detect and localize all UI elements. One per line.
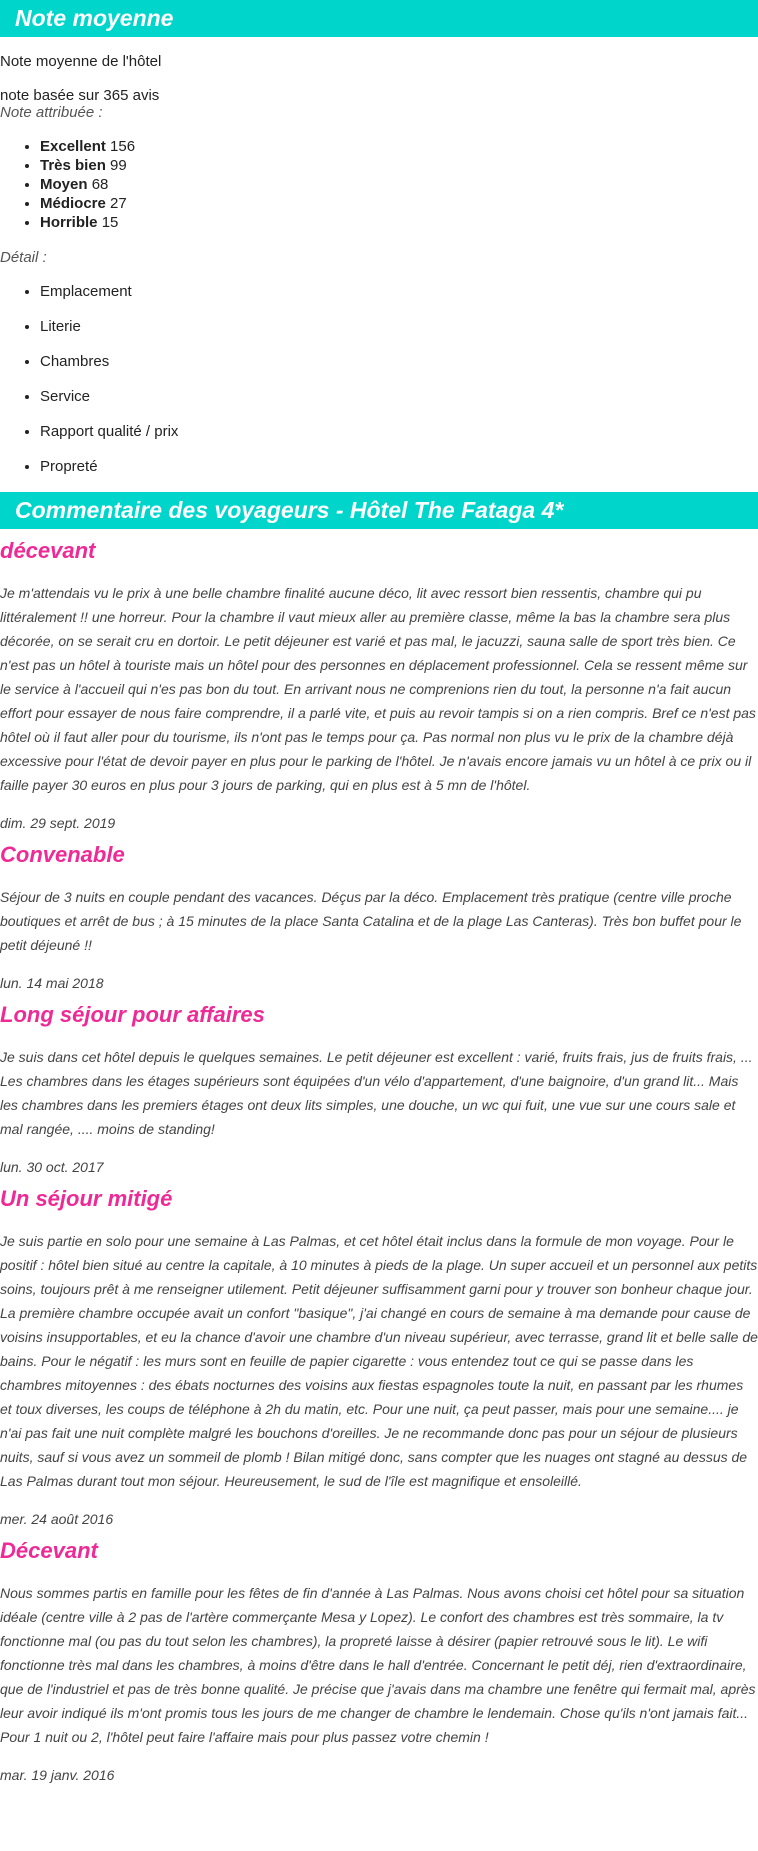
review-text: Je suis dans cet hôtel depuis le quelques semaines. Le petit déjeuner est excellent : varié, fruits frais, jus de fruits frais, ... Les chambres dans les étages supérieurs sont équipées d'un vélo d'appartement, d'une baignoire, d'un grand lit... Mais les chambres dans les premiers étages ont deux lits simples, une douche, un wc qui fuit, une vue sur une cours sale et mal rangée, .... moins de standing! — [0, 1049, 753, 1137]
review — [0, 1001, 758, 1177]
review-title: Un séjour mitigé — [0, 1186, 173, 1211]
rating-item — [40, 213, 758, 232]
rating-label: Horrible — [40, 214, 98, 231]
rating-label: Médiocre — [40, 195, 106, 212]
rating-count: 99 — [110, 157, 127, 174]
review-title: Décevant — [0, 1538, 98, 1563]
rating-count: 68 — [91, 176, 109, 193]
review-text: Je suis partie en solo pour une semaine à Las Palmas, et cet hôtel était inclus dans la formule de mon voyage. Pour le positif : hôtel bien situé au centre la capitale, à 10 minutes à pieds de la plage. Un super accueil et un personnel aux petits soins, toujours prêt à me renseigner utilement. Petit déjeuner suffisamment garni pour y trouver son bonheur chaque jour. La première chambre occupée avait un confort "basique", j'ai changé en cours de semaine à ma demande pour cause de voisins insupportables, et eu la chance d'avoir une chambre d'un niveau supérieur, avec terrasse, grand lit et belle salle de bains. Pour le négatif : les murs sont en feuille de papier cigarette : vous entendez tout ce qui se passe dans les chambres mitoyennes : des ébats nocturnes des voisins aux fiestas espagnoles toute la nuit, en passant par les rhumes et toux diverses, les coups de téléphone à 2h du matin, etc. Pour une nuit, ça peut passer, mais pour une semaine.... je n'ai pas fait une nuit complète malgré les bouchons d'oreilles. Je ne recommande donc pas pour un séjour de plusieurs nuits, sauf si vous avez un sommeil de plomb ! Bilan mitigé donc, sans compter que les nuages ont stagné au dessus de Las Palmas durant tout mon séjour. Heureusement, le sud de l'île est magnifique et ensoleillé. — [0, 1233, 758, 1489]
rating-item — [40, 137, 758, 156]
rating-item — [40, 156, 758, 175]
review-date: lun. 30 oct. 2017 — [0, 1159, 104, 1175]
review — [0, 537, 758, 833]
detail-label: Détail : — [0, 249, 47, 266]
detail-item: • Rapport qualité / prix — [40, 422, 758, 441]
review-date: lun. 14 mai 2018 — [0, 975, 104, 991]
rating-count: 27 — [110, 195, 127, 212]
review — [0, 841, 758, 993]
detail-item: • Propreté — [40, 457, 758, 476]
detail-item: • Emplacement — [40, 282, 758, 301]
comments-section-title: Commentaire des voyageurs - Hôtel The Fataga 4* — [0, 492, 758, 529]
rating-count: 15 — [101, 214, 119, 231]
review-date: mer. 24 août 2016 — [0, 1511, 114, 1527]
review-date: mar. 19 janv. 2016 — [0, 1767, 115, 1783]
review-count: note basée sur 365 avis — [0, 87, 160, 104]
detail-item: • Chambres — [40, 352, 758, 371]
review-title: décevant — [0, 538, 96, 563]
rating-label: Excellent — [40, 138, 106, 155]
rating-count: 156 — [110, 138, 136, 155]
rating-label: Moyen — [40, 176, 88, 193]
rating-distribution-list — [0, 137, 758, 232]
average-rating-label: Note moyenne de l'hôtel — [0, 53, 162, 70]
review-text: Séjour de 3 nuits en couple pendant des vacances. Déçus par la déco. Emplacement très pratique (centre ville proche boutiques et arrêt de bus ; à 15 minutes de la place Santa Catalina et de la plage Las Canteras). Très bon buffet pour le petit déjeuné !! — [0, 889, 742, 953]
review-title: Long séjour pour affaires — [0, 1002, 265, 1027]
rating-section-title: Note moyenne — [0, 0, 758, 37]
review-text: Je m'attendais vu le prix à une belle chambre finalité aucune déco, lit avec ressort bien ressentis, chambre qui pu littéralement !! une horreur. Pour la chambre il vaut mieux aller au première classe, même la bas la chambre sera plus décorée, on se serait cru en dortoir. Le petit déjeuner est varié et pas mal, le jacuzzi, sauna salle de sport très bien. Ce n'est pas un hôtel à touriste mais un hôtel pour des personnes en déplacement professionnel. Cela se ressent même sur le service à l'accueil qui n'es pas bon du tout. En arrivant nous ne comprenions rien du tout, la personne n'a fait aucun effort pour essayer de nous faire comprendre, il a parlé vite, et puis au revoir tampis si on a rien compris. Bref ce n'est pas hôtel où il faut aller pour du tourisme, ils n'ont pas le temps pour ça. Pas normal non plus vu le prix de la chambre déjà excessive pour l'état de devoir payer en plus pour le parking de l'hôtel. Je n'avais encore jamais vu un hôtel à ce prix ou il faille payer 30 euros en plus pour 3 jours de parking, qui en plus est à 5 mn de l'hôtel. — [0, 585, 756, 793]
review-text: Nous sommes partis en famille pour les fêtes de fin d'année à Las Palmas. Nous avons choisi cet hôtel pour sa situation idéale (centre ville à 2 pas de l'artère commerçante Mesa y Lopez). Le confort des chambres est très sommaire, la tv fonctionne mal (ou pas du tout selon les chambres), la propreté laisse à désirer (papier retrouvé sous le lit). Le wifi fonctionne très mal dans les chambres, à moins d'être dans le hall d'entrée. Concernant le petit déj, rien d'extraordinaire, que de l'industriel et pas de très bonne qualité. Je précise que j'avais dans ma chambre une fenêtre qui fermait mal, après leur avoir indiqué ils m'ont promis tous les jours de me changer de chambre le lendemain. Chose qu'ils n'ont jamais fait... Pour 1 nuit ou 2, l'hôtel peut faire l'affaire mais pour plus passez votre chemin ! — [0, 1585, 756, 1745]
detail-item: • Literie — [40, 317, 758, 336]
review — [0, 1185, 758, 1529]
rating-label: Très bien — [40, 157, 106, 174]
rating-item — [40, 175, 758, 194]
distribution-label: Note attribuée : — [0, 104, 103, 121]
detail-item: • Service — [40, 387, 758, 406]
rating-item — [40, 194, 758, 213]
review-date: dim. 29 sept. 2019 — [0, 815, 116, 831]
rating-detail-list — [0, 282, 758, 476]
review-title: Convenable — [0, 842, 125, 867]
review — [0, 1537, 758, 1785]
